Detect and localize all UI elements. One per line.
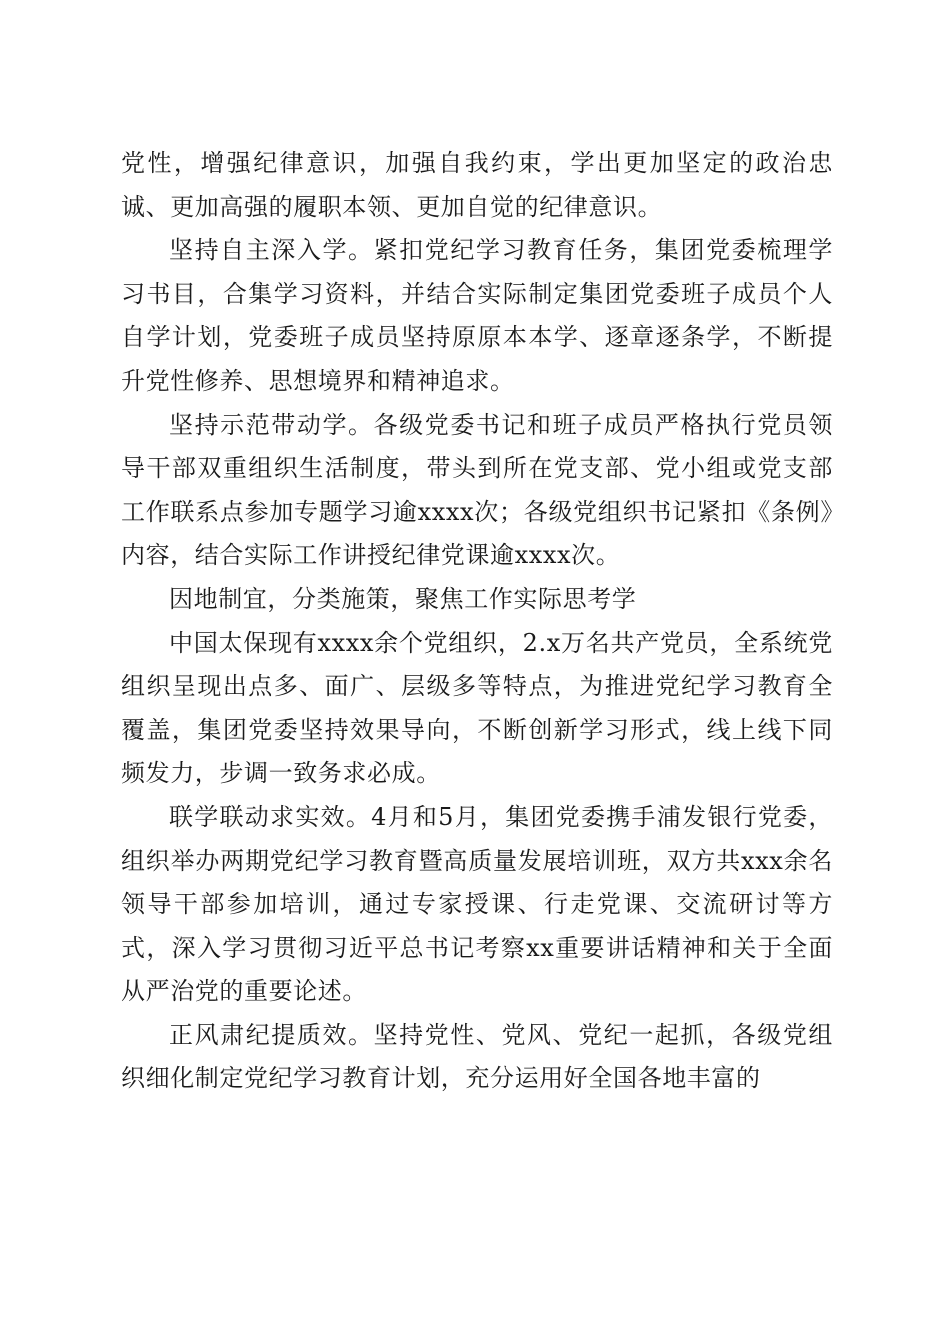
paragraph: 坚持示范带动学。各级党委书记和班子成员严格执行党员领导干部双重组织生活制度，带头到所在党支部、党小组或党支部工作联系点参加专题学习逾xxxx次；各级党组织书记紧扣《条例》内容，结合实际工作讲授纪律党课逾xxxx次。 bbox=[121, 410, 833, 570]
paragraph: 正风肃纪提质效。坚持党性、党风、党纪一起抓，各级党组织细化制定党纪学习教育计划，充分运用好全国各地丰富的 bbox=[121, 1020, 833, 1093]
paragraph: 联学联动求实效。4月和5月，集团党委携手浦发银行党委，组织举办两期党纪学习教育暨高质量发展培训班，双方共xxx余名领导干部参加培训，通过专家授课、行走党课、交流研讨等方式，深入学习贯彻习近平总书记考察xx重要讲话精神和关于全面从严治党的重要论述。 bbox=[121, 802, 833, 1006]
paragraph: 党性，增强纪律意识，加强自我约束，学出更加坚定的政治忠诚、更加高强的履职本领、更加自觉的纪律意识。 bbox=[121, 149, 833, 221]
paragraph: 中国太保现有xxxx余个党组织，2.x万名共产党员，全系统党组织呈现出点多、面广、层级多等特点，为推进党纪学习教育全覆盖，集团党委坚持效果导向，不断创新学习形式，线上线下同频发力，步调一致务求必成。 bbox=[121, 628, 833, 788]
section-heading: 因地制宜，分类施策，聚焦工作实际思考学 bbox=[169, 584, 637, 613]
document-body bbox=[121, 142, 833, 1101]
paragraph: 坚持自主深入学。紧扣党纪学习教育任务，集团党委梳理学习书目，合集学习资料，并结合实际制定集团党委班子成员个人自学计划，党委班子成员坚持原原本本学、逐章逐条学，不断提升党性修养、思想境界和精神追求。 bbox=[121, 236, 833, 395]
